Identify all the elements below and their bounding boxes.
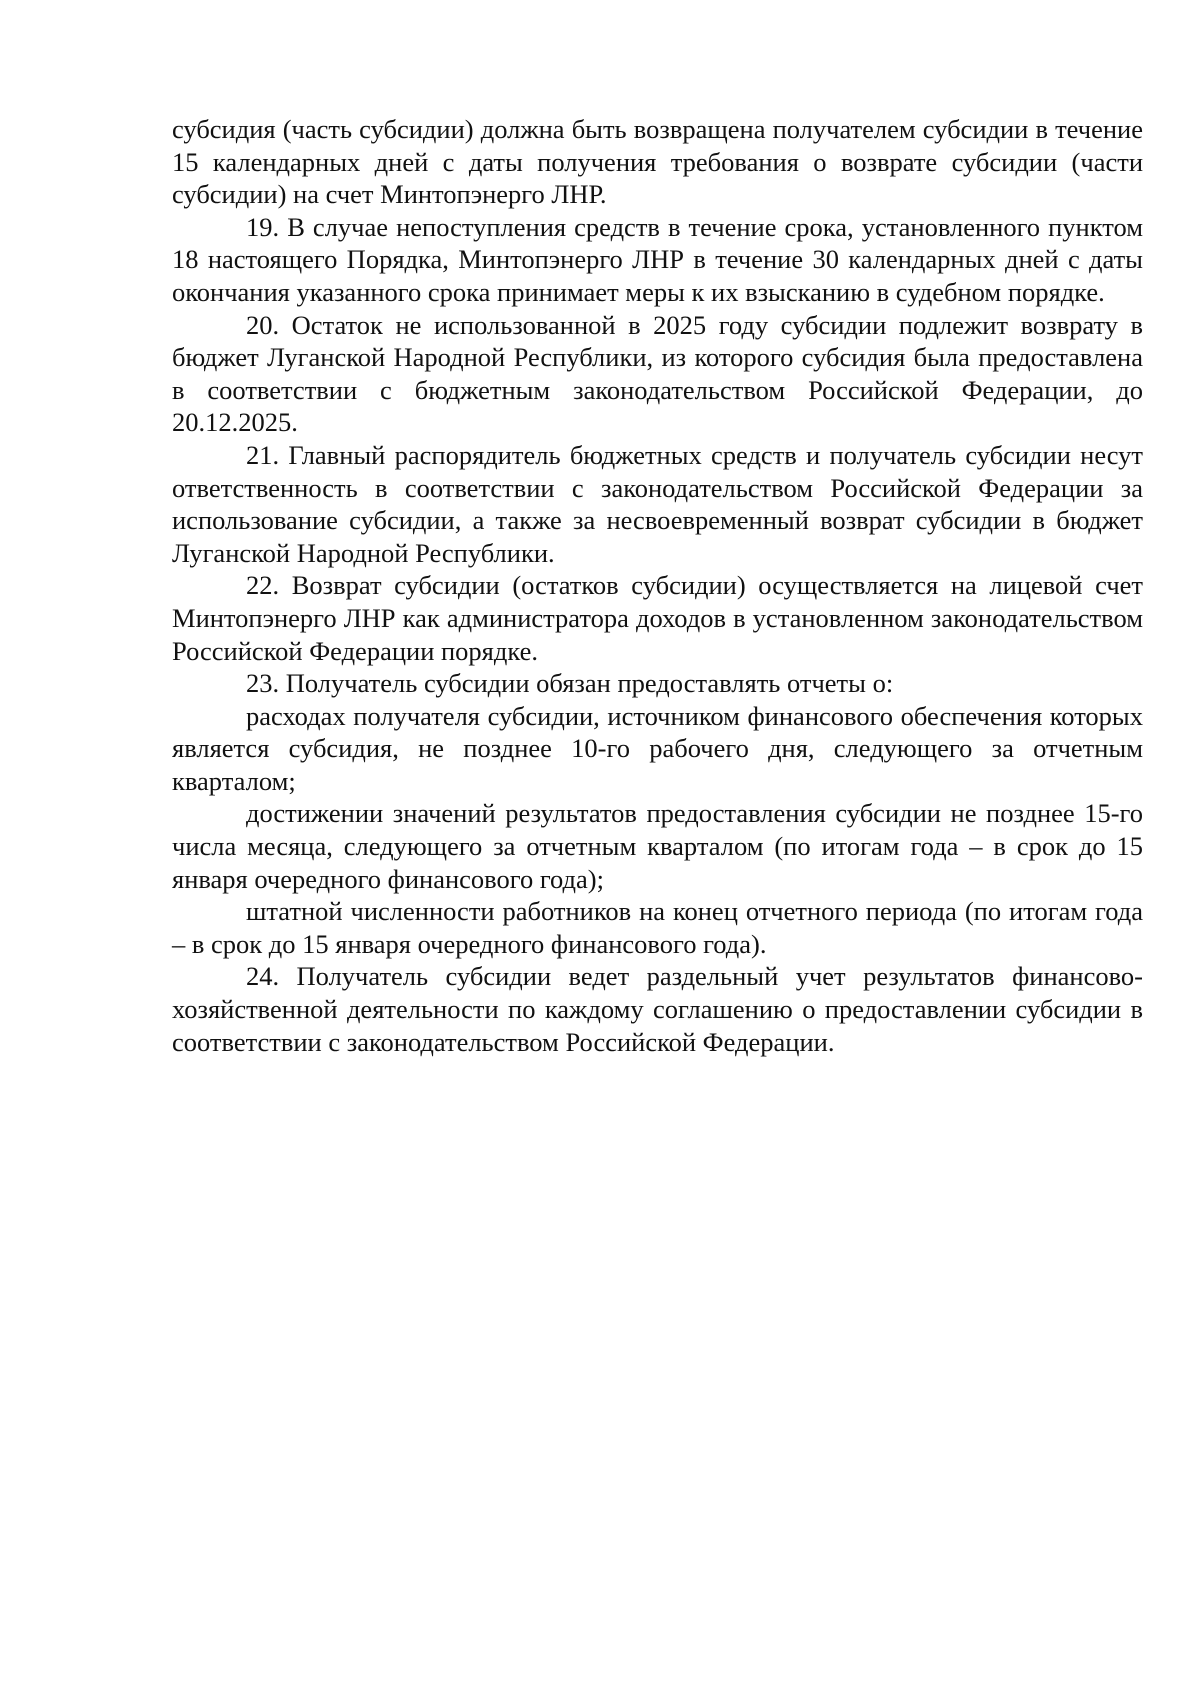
paragraph-20: 20. Остаток не использованной в 2025 году субсидии подлежит возврату в бюджет Луганской Народной Республики, из которого субсидия была предоставлена в соответствии с бюджетным законодательством Российской Федерации, до 20.12.2025. <box>172 309 1143 438</box>
paragraph-21: 21. Главный распорядитель бюджетных средств и получатель субсидии несут ответственность в соответствии с законодательством Российской Федерации за использование субсидии, а также за несвоевременный возврат субсидии в бюджет Луганской Народной Республики. <box>172 439 1143 568</box>
paragraph-22: 22. Возврат субсидии (остатков субсидии) осуществляется на лицевой счет Минтопэнерго ЛНР как администратора доходов в установленном законодательством Российской Федерации порядке. <box>172 570 1143 666</box>
paragraph-continuation: субсидия (часть субсидии) должна быть возвращена получателем субсидии в течение 15 календарных дней с даты получения требования о возврате субсидии (части субсидии) на счет Минтопэнерго ЛНР. <box>172 114 1143 210</box>
paragraph-23-staff: штатной численности работников на конец отчетного периода (по итогам года – в срок до 15 января очередного финансового года). <box>172 896 1143 959</box>
paragraph-24: 24. Получатель субсидии ведет раздельный учет результатов финансово-хозяйственной деятельности по каждому соглашению о предоставлении субсидии в соответствии с законодательством Российской Федерации. <box>172 961 1143 1057</box>
paragraph-23-expenses: расходах получателя субсидии, источником финансового обеспечения которых является субсидия, не позднее 10-го рабочего дня, следующего за отчетным кварталом; <box>172 700 1143 796</box>
paragraph-23: 23. Получатель субсидии обязан предоставлять отчеты о: <box>246 668 894 699</box>
paragraph-23-results: достижении значений результатов предоставления субсидии не позднее 15-го числа месяца, следующего за отчетным кварталом (по итогам года – в срок до 15 января очередного финансового года); <box>172 798 1143 894</box>
document-body <box>172 113 1143 1058</box>
paragraph-19: 19. В случае непоступления средств в течение срока, установленного пунктом 18 настоящего Порядка, Минтопэнерго ЛНР в течение 30 календарных дней с даты окончания указанного срока принимает меры к их взысканию в судебном порядке. <box>172 211 1143 307</box>
